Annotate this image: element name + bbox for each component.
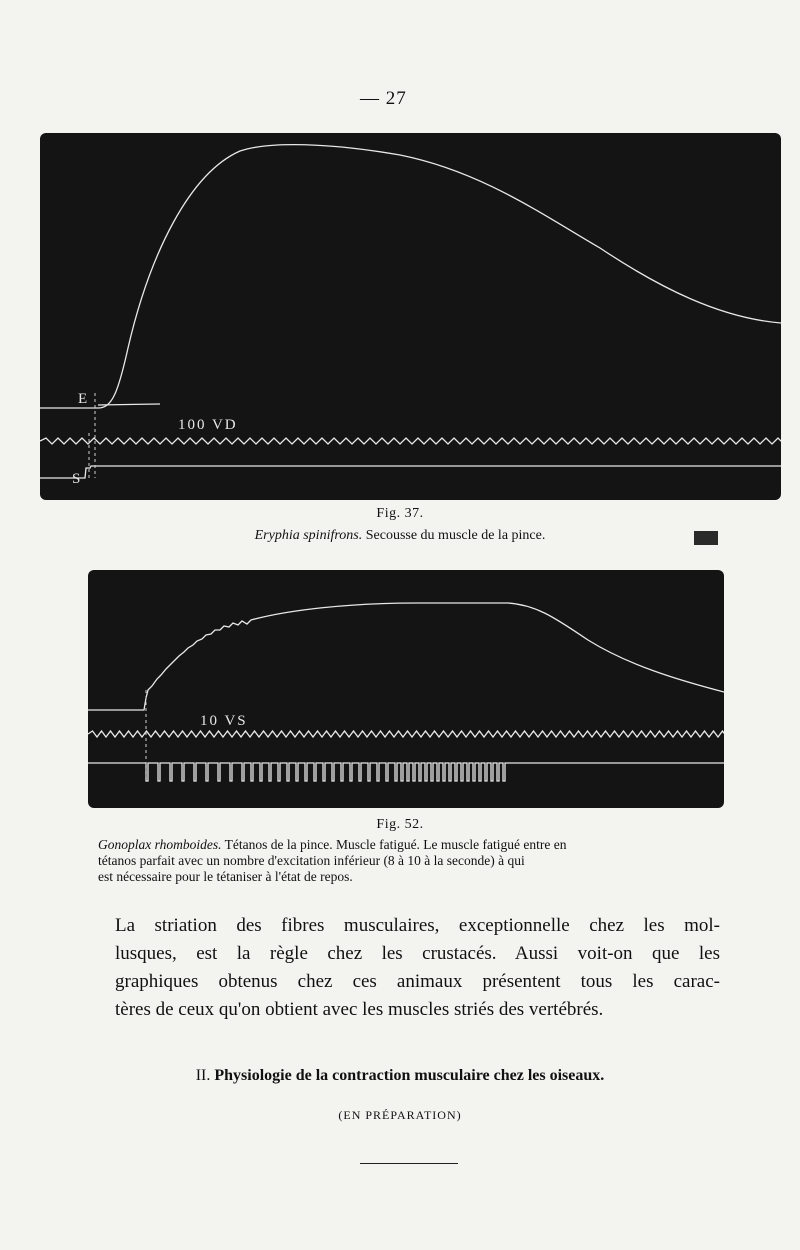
caption-line-1 bbox=[98, 837, 722, 853]
caption-line-2: tétanos parfait avec un nombre d'excitation inférieur (8 à 10 à la seconde) à qui bbox=[98, 853, 525, 868]
figure-52-myogram bbox=[88, 570, 724, 808]
body-line-4: tères de ceux qu'on obtient avec les muscles striés des vertébrés. bbox=[115, 999, 604, 1020]
caption-text-1: Tétanos de la pince. Muscle fatigué. Le muscle fatigué entre en bbox=[221, 837, 567, 852]
figure-37-caption bbox=[0, 528, 800, 544]
timer-wave-trace bbox=[40, 438, 781, 444]
status-note: (EN PRÉPARATION) bbox=[338, 1108, 462, 1122]
tetanus-curve bbox=[88, 603, 724, 710]
body-line-1: La striation des fibres musculaires, exceptionnelle chez les mol- bbox=[115, 915, 720, 936]
body-paragraph bbox=[115, 912, 720, 1024]
figure-52-label-number: 52. bbox=[404, 817, 424, 832]
section-number: II. bbox=[195, 1067, 211, 1084]
stimulation-trace bbox=[88, 763, 724, 781]
timer-wave-trace bbox=[88, 731, 724, 737]
figure-37-species: Eryphia spinifrons. bbox=[254, 528, 363, 543]
body-line-3: graphiques obtenus chez ces animaux présentent tous les carac- bbox=[115, 971, 720, 992]
figure-52-species: Gonoplax rhomboides. bbox=[98, 837, 222, 852]
figure-37-label bbox=[0, 506, 800, 522]
section-heading bbox=[0, 1067, 800, 1085]
figure-52-label-prefix: Fig. bbox=[376, 817, 401, 832]
contraction-curve bbox=[40, 145, 781, 408]
figure-37-label-number: 37. bbox=[404, 506, 424, 521]
timer-label: 100 VD bbox=[178, 417, 238, 433]
body-line-2: lusques, est la règle chez les crustacés. Aussi voit-on que les bbox=[115, 943, 720, 964]
timer-label: 10 VS bbox=[200, 713, 248, 729]
figure-37-caption-text: Secousse du muscle de la pince. bbox=[362, 528, 546, 543]
section-title: Physiologie de la contraction musculaire chez les oiseaux. bbox=[214, 1067, 605, 1084]
page-number: — 27 bbox=[360, 88, 407, 109]
signal-trace bbox=[40, 466, 781, 478]
closing-rule bbox=[360, 1163, 458, 1164]
trace-label-e: E bbox=[78, 391, 88, 407]
figure-37-myogram bbox=[40, 133, 781, 500]
figure-37-label-prefix: Fig. bbox=[376, 506, 401, 521]
ink-blot-mark bbox=[694, 531, 718, 545]
caption-line-3: est nécessaire pour le tétaniser à l'état de repos. bbox=[98, 869, 353, 884]
figure-52-label bbox=[0, 817, 800, 833]
figure-52-caption bbox=[98, 837, 722, 885]
trace-label-s: S bbox=[72, 471, 81, 487]
